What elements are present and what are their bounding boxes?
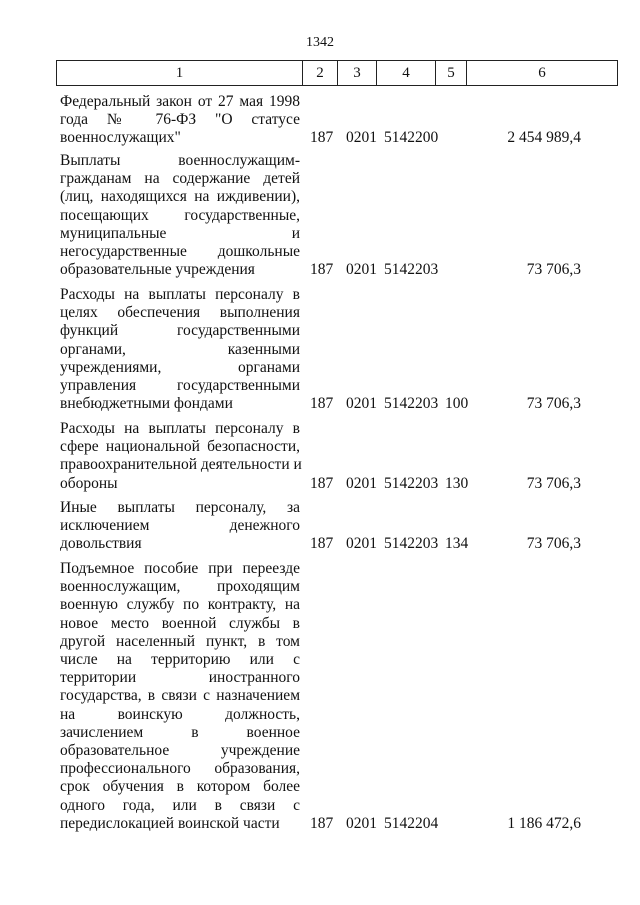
description-line: передислокацией воинской части: [60, 814, 280, 832]
cell-col-3: 0201: [346, 129, 377, 147]
column-header-table: [56, 60, 618, 86]
column-header-3: 3: [338, 61, 377, 86]
cell-col-2: 187: [310, 535, 334, 553]
cell-col-4: 5142200: [384, 129, 439, 147]
description-line: военную службу по контракту, на: [60, 596, 300, 614]
description-line: военнослужащих": [60, 129, 181, 147]
description-line: государства, в связи с назначением: [60, 687, 300, 705]
description-line: довольствия: [60, 535, 142, 553]
description-line: зачислением в военное: [60, 723, 300, 741]
description-line: органами, казенными: [60, 340, 300, 358]
description-line: новое место военной службы в: [60, 614, 300, 632]
description-line: негосударственные дошкольные: [60, 243, 300, 261]
description-line: Иные выплаты персоналу, за: [60, 499, 300, 516]
row-description: [60, 420, 300, 493]
cell-col-4: 5142203: [384, 535, 439, 553]
cell-col-6: 73 706,3: [526, 395, 581, 413]
cell-col-3: 0201: [346, 474, 377, 492]
description-line: Расходы на выплаты персоналу в: [60, 286, 300, 303]
cell-col-2: 187: [310, 129, 334, 147]
description-line: гражданам на содержание детей: [60, 170, 300, 188]
cell-col-3: 0201: [346, 814, 377, 832]
cell-col-2: 187: [310, 814, 334, 832]
description-line: образовательное учреждение: [60, 742, 300, 760]
column-header-6: 6: [467, 61, 618, 86]
description-line: профессионального образования,: [60, 760, 300, 778]
cell-col-4: 5142203: [384, 261, 439, 279]
description-line: сфере национальной безопасности,: [60, 438, 300, 456]
cell-col-3: 0201: [346, 535, 377, 553]
cell-col-5: 130: [445, 474, 469, 492]
row-description: [60, 93, 300, 148]
description-line: Федеральный закон от 27 мая 1998: [60, 93, 300, 110]
description-line: Подъемное пособие при переезде: [60, 560, 300, 577]
cell-col-6: 2 454 989,4: [507, 129, 581, 147]
column-header-2: 2: [303, 61, 338, 86]
cell-col-6: 73 706,3: [526, 261, 581, 279]
cell-col-2: 187: [310, 395, 334, 413]
description-line: образовательные учреждения: [60, 261, 255, 279]
description-line: территории иностранного: [60, 669, 300, 687]
cell-col-5: 100: [445, 395, 469, 413]
description-line: функций государственными: [60, 322, 300, 340]
description-line: года № 76-ФЗ "О статусе: [60, 111, 300, 129]
cell-col-4: 5142204: [384, 814, 439, 832]
page-number: 1342: [306, 35, 334, 50]
description-line: целях обеспечения выполнения: [60, 304, 300, 322]
cell-col-6: 73 706,3: [526, 474, 581, 492]
cell-col-4: 5142203: [384, 395, 439, 413]
cell-col-3: 0201: [346, 261, 377, 279]
description-line: (лиц, находящихся на иждивении),: [60, 188, 300, 206]
row-description: [60, 286, 300, 413]
column-header-1: 1: [57, 61, 303, 86]
cell-col-6: 1 186 472,6: [507, 814, 581, 832]
description-line: посещающих государственные,: [60, 206, 300, 224]
description-line: одного года, или в связи с: [60, 796, 300, 814]
description-line: числе на территорию или с: [60, 651, 300, 669]
row-description: [60, 560, 300, 833]
description-line: муниципальные и: [60, 224, 300, 242]
cell-col-2: 187: [310, 261, 334, 279]
description-line: учреждениями, органами: [60, 358, 300, 376]
description-line: исключением денежного: [60, 517, 300, 535]
description-line: правоохранительной деятельности и: [60, 456, 302, 474]
description-line: Расходы на выплаты персоналу в: [60, 420, 300, 437]
description-line: обороны: [60, 474, 118, 492]
description-line: внебюджетными фондами: [60, 395, 233, 413]
description-line: управления государственными: [60, 377, 300, 395]
cell-col-3: 0201: [346, 395, 377, 413]
cell-col-2: 187: [310, 474, 334, 492]
description-line: Выплаты военнослужащим-: [60, 152, 300, 169]
description-line: на воинскую должность,: [60, 705, 300, 723]
cell-col-4: 5142203: [384, 474, 439, 492]
column-header-5: 5: [436, 61, 467, 86]
description-line: срок обучения в котором более: [60, 778, 300, 796]
description-line: военнослужащим, проходящим: [60, 578, 300, 596]
cell-col-6: 73 706,3: [526, 535, 581, 553]
column-header-4: 4: [377, 61, 436, 86]
cell-col-5: 134: [445, 535, 469, 553]
description-line: другой населенный пункт, в том: [60, 632, 300, 650]
row-description: [60, 152, 300, 279]
row-description: [60, 499, 300, 554]
